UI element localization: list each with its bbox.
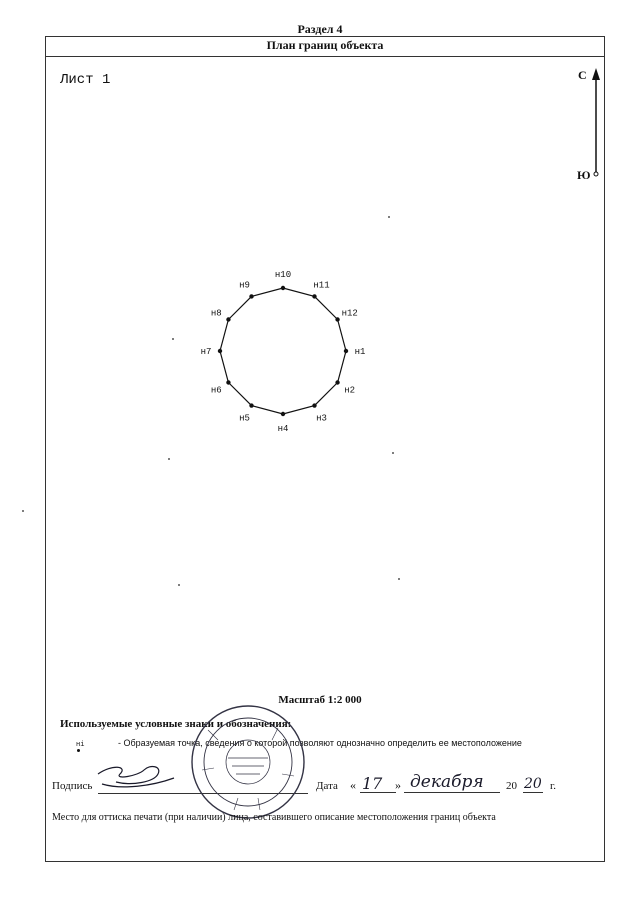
section-title: Раздел 4 [297,22,343,36]
day-quote-open: « [350,778,356,792]
scan-speck [398,578,400,580]
boundary-point [335,317,339,321]
boundary-polygon [220,288,346,414]
boundary-point-label: н1 [354,347,366,357]
year-suffix: 20 [524,776,542,792]
seal-stamp [178,700,318,830]
boundary-point-label: н12 [341,308,358,319]
signature-label: Подпись [52,780,93,792]
stamp-note: Место для оттиска печати (при наличии) лица, составившего описание местоположения границ объекта [52,812,496,823]
scale-label: Масштаб 1:2 000 [278,694,362,706]
month-value: декабря [410,772,484,792]
month-line [404,792,500,793]
boundary-point [312,403,316,407]
boundary-point-label: н9 [239,280,250,291]
handwritten-signature [92,760,182,794]
legend-description: - Образуемая точка, сведения о которой позволяют однозначно определить ее местоположение [118,738,522,748]
boundary-point [281,286,285,290]
scan-speck [178,584,180,586]
day-line [360,792,396,793]
boundary-point [335,380,339,384]
boundary-point-label: н7 [200,347,212,357]
year-mark: г. [550,780,557,792]
scan-speck [388,216,390,218]
year-prefix: 20 [506,780,517,792]
date-label: Дата [316,780,338,792]
north-label: С [578,68,587,82]
boundary-point [344,349,348,353]
boundary-point-label: н5 [239,413,250,424]
scan-speck [172,338,174,340]
title-divider [45,56,605,57]
year-line [523,792,543,793]
legend-marker-label: нi [76,741,85,749]
north-arrow-icon [588,68,604,180]
boundary-point [281,412,285,416]
boundary-point [218,349,222,353]
boundary-point-label: н8 [210,308,222,319]
south-label: Ю [577,168,591,182]
scan-speck [168,458,170,460]
boundary-point-label: н4 [277,424,289,434]
day-quote-close: » [395,778,401,792]
sheet-label: Лист 1 [60,72,111,88]
boundary-plan [190,270,380,440]
boundary-point-label: н2 [344,385,356,396]
boundary-point [249,403,253,407]
boundary-point [249,294,253,298]
day-value: 17 [362,774,383,793]
boundary-point [312,294,316,298]
boundary-point [226,380,230,384]
legend-title: Используемые условные знаки и обозначения: [60,718,292,730]
boundary-point-label: н6 [210,385,222,396]
legend-point-icon [77,749,80,752]
frame-title: План границ объекта [266,38,384,52]
boundary-point [226,317,230,321]
boundary-point-label: н10 [274,270,292,280]
scan-speck [392,452,394,454]
boundary-point-label: н11 [313,280,330,291]
scan-speck [22,510,24,512]
boundary-point-label: н3 [316,413,327,424]
